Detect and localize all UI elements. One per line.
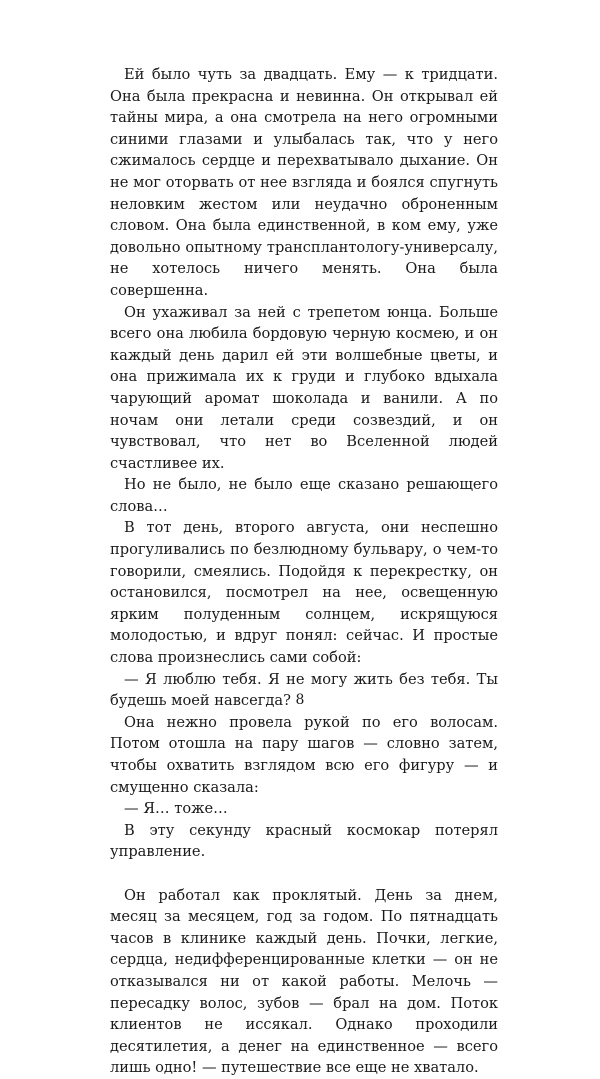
paragraph: Она нежно провела рукой по его волосам. Потом отошла на пару шагов — словно затем, чтобы охватить взглядом всю его фигуру — и смущенно сказала: xyxy=(110,713,498,796)
paragraph: В тот день, второго августа, они неспешно прогуливались по безлюдному бульвару, о чем-то говорили, смеялись. Подойдя к перекрестку, он остановился, посмотрел на нее, освещенную ярким полуденным солнцем, искрящуюся молодостью, и вдруг понял: сейчас. И простые слова произнеслись сами собой: xyxy=(110,519,498,667)
body-text xyxy=(110,64,498,1079)
paragraph: В эту секунду красный космокар потерял управление. xyxy=(110,821,498,861)
dialogue-line: — Я… тоже… xyxy=(124,800,228,818)
paragraph: Но не было, не было еще сказано решающего слова… xyxy=(110,476,498,515)
page-number: 8 xyxy=(295,692,305,708)
paragraph: Он ухаживал за ней с трепетом юнца. Больше всего она любила бордовую черную космею, и он каждый день дарил ей эти волшебные цветы, и она прижимала их к груди и глубоко вдыхала чарующий аромат шоколада и ванили. А по ночам они летали среди созвездий, и он чувствовал, что нет во Вселенной людей счастливее их. xyxy=(110,303,498,472)
paragraph: Он работал как проклятый. День за днем, месяц за месяцем, год за годом. По пятнадцать часов в клинике каждый день. Почки, легкие, сердца, недифференцированные клетки — он не отказывался ни от какой работы. Мелочь — пересадку волос, зубов — брал на дом. Поток клиентов не иссякал. Однако проходили десятилетия, а денег на единственное — всего лишь одно! — путешествие все еще не хватало. xyxy=(110,886,498,1077)
dialogue-line: — Я люблю тебя. Я не могу жить без тебя. Ты будешь моей навсегда? xyxy=(110,670,498,710)
paragraph: Ей было чуть за двадцать. Ему — к тридцати. Она была прекрасна и невинна. Он открывал ей тайны мира, а она смотрела на него огромными синими глазами и улыбалась так, что у него сжималось сердце и перехватывало дыхание. Он не мог оторвать от нее взгляда и боялся спугнуть неловким жестом или неудачно оброненным словом. Она была единственной, в ком ему, уже довольно опытному трансплантологу-универсалу, не хотелось ничего менять. Она была совершенна. xyxy=(110,66,498,299)
